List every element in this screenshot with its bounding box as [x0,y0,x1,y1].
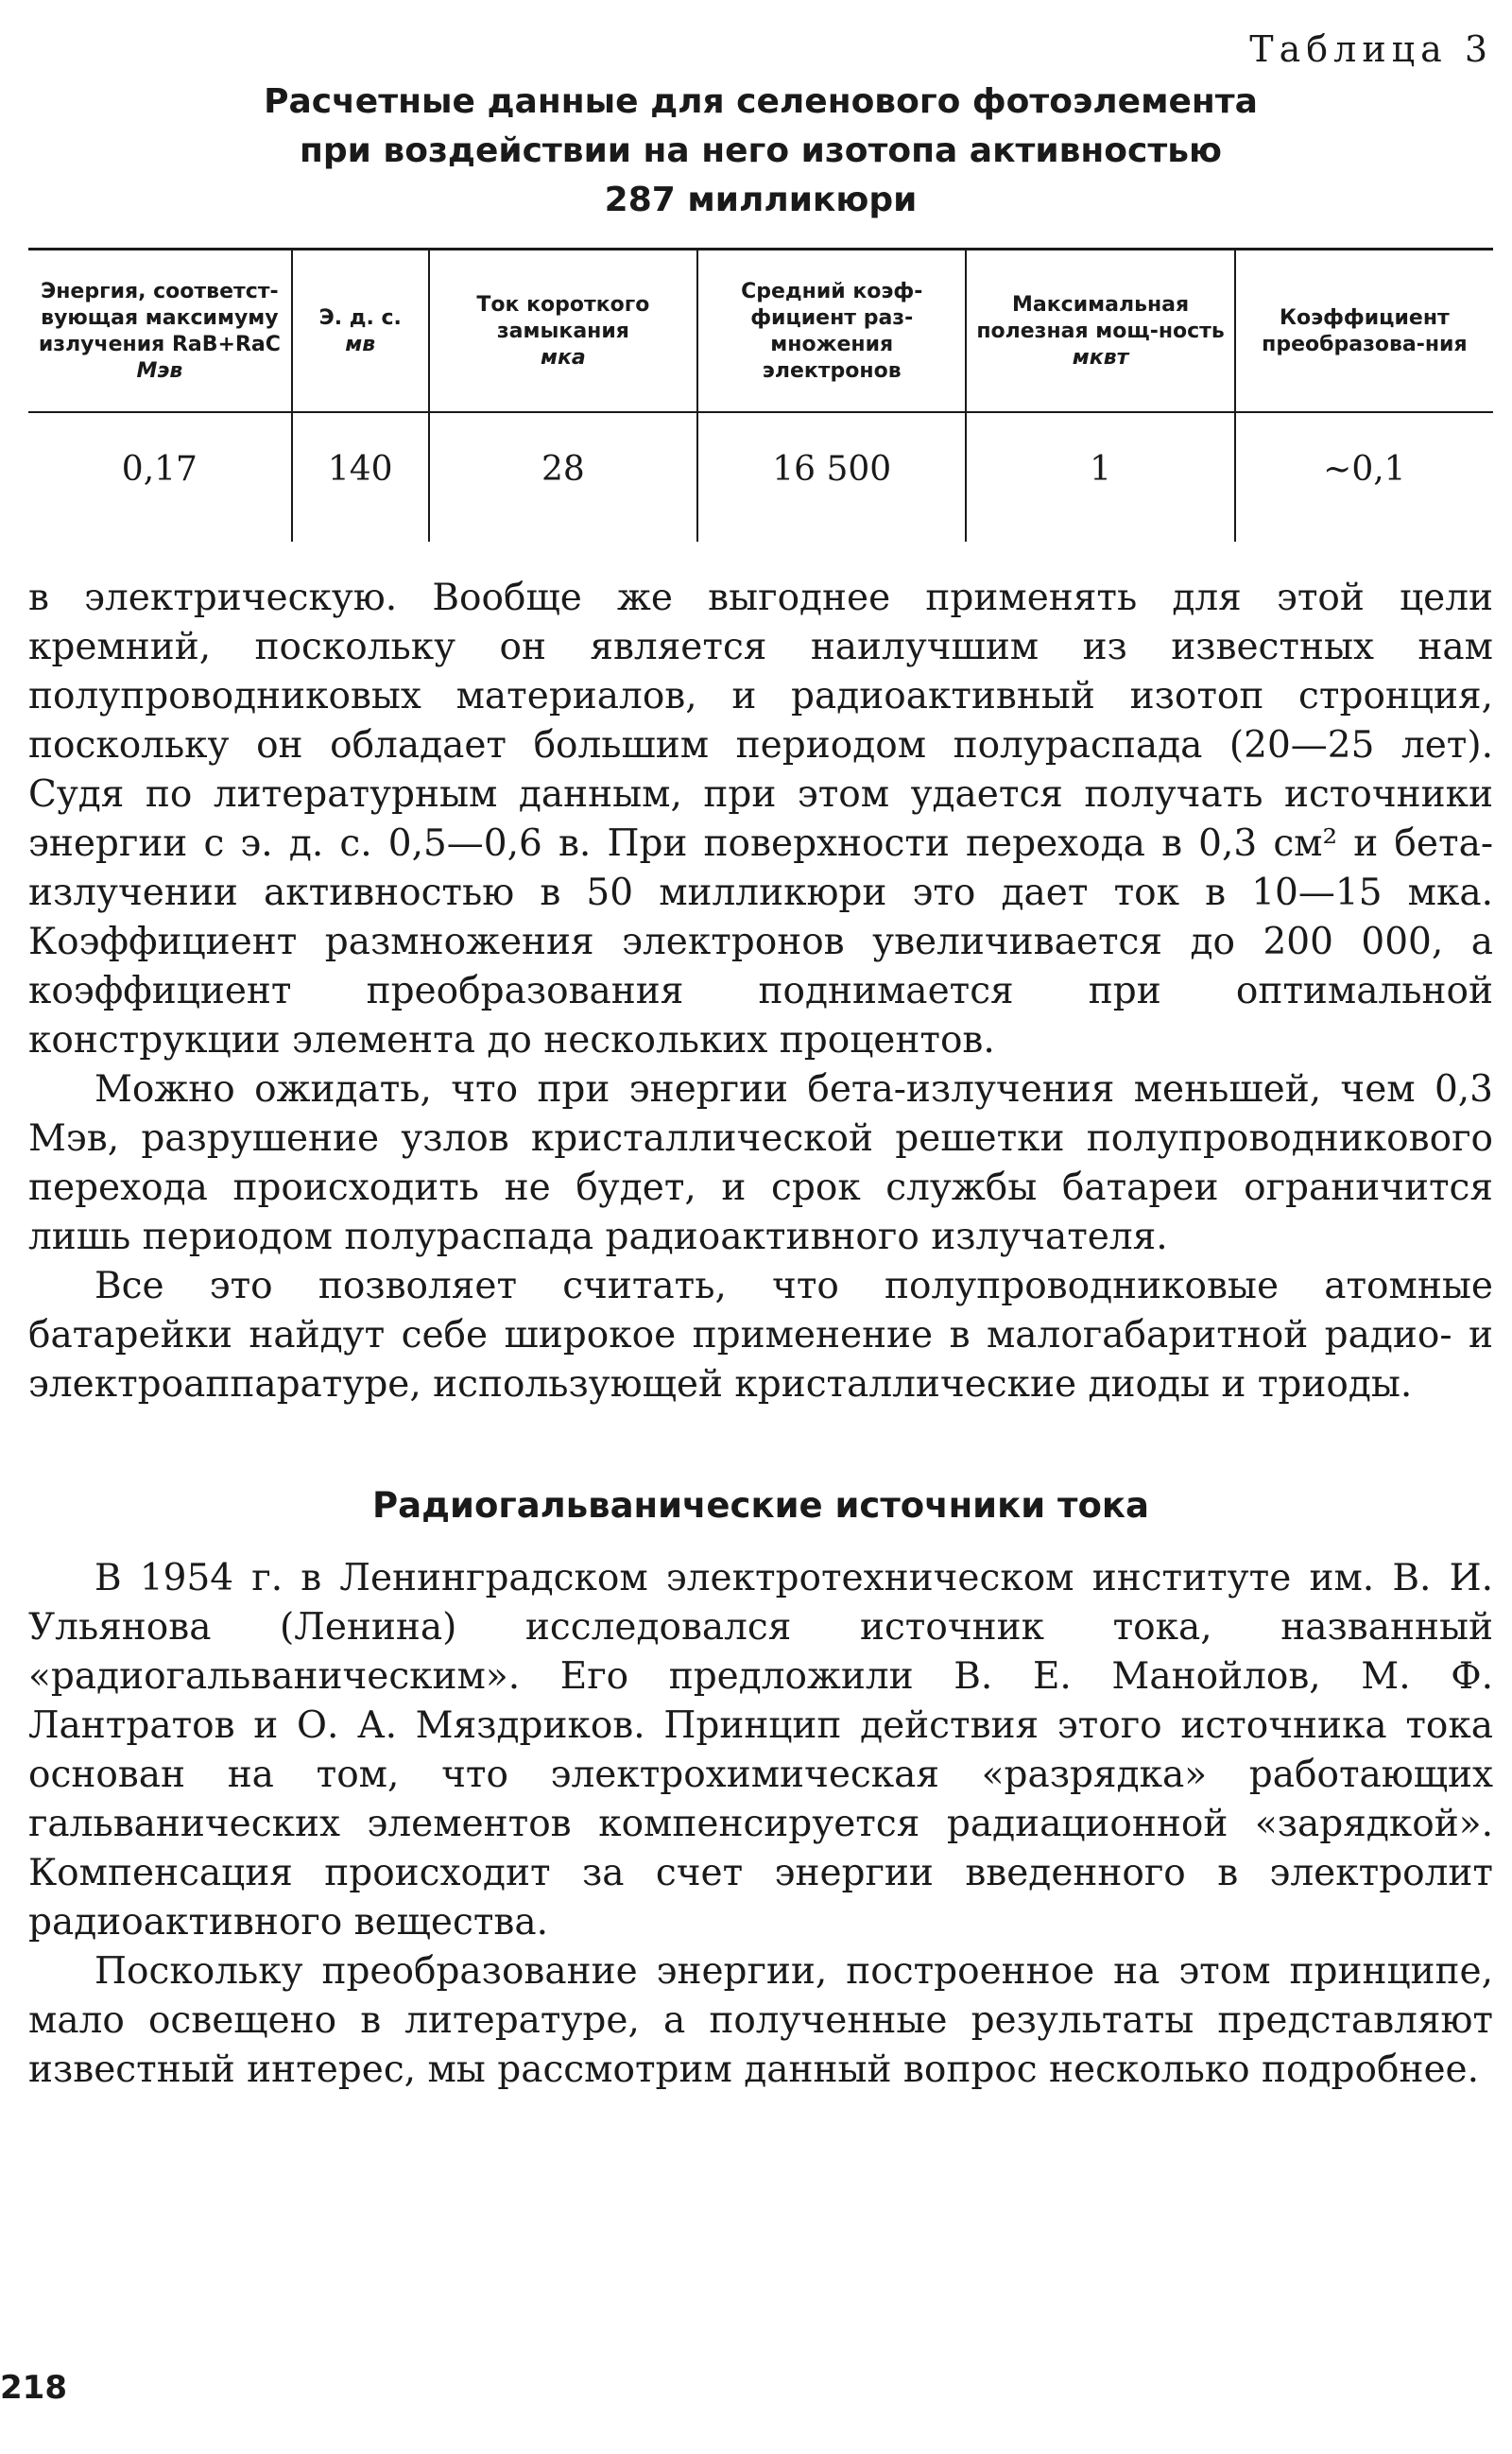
header-short-circuit-current [429,250,697,413]
body-text [28,574,1493,1409]
cell-power: 1 [966,412,1234,542]
caption-line-3: 287 милликюри [604,181,918,219]
header-emf-unit: мв [345,333,376,356]
header-power-unit: мквт [1072,346,1129,370]
table-row [28,412,1493,542]
cell-emf: 140 [292,412,429,542]
header-conversion-text: Коэффициент преобразова-ния [1262,306,1468,356]
page-number: 218 [0,2369,67,2407]
header-power-text: Максимальная полезная мощ-ность [976,293,1225,343]
paragraph-2: Можно ожидать, что при энергии бета-излучения меньшей, чем 0,3 Мэв, разрушение узлов кристаллической решетки полупроводникового перехода происходить не будет, и срок службы батареи ограничится лишь периодом полураспада радиоактивного излучателя. [28,1068,1493,1258]
header-energy-unit: Мэв [136,359,183,383]
header-current-text: Ток короткого замыкания [476,293,650,343]
caption-line-1: Расчетные данные для селенового фотоэлемента [264,82,1258,121]
header-conversion-coefficient [1235,250,1493,413]
cell-conversion: ~0,1 [1235,412,1493,542]
header-current-unit: мка [541,346,586,370]
cell-energy: 0,17 [121,449,198,489]
caption-line-2: при воздействии на него изотопа активностью [300,131,1222,170]
table-header-row [28,250,1493,413]
cell-multiplication: 16 500 [697,412,966,542]
data-table [28,248,1493,542]
paragraph-3: Все это позволяет считать, что полупроводниковые атомные батарейки найдут себе широкое применение в малогабаритной радио- и электроаппаратуре, использующей кристаллические диоды и триоды. [28,1265,1493,1406]
paragraph-1: в электрическую. Вообще же выгоднее применять для этой цели кремний, поскольку он является наилучшим из известных нам полупроводниковых материалов, и радиоактивный изотоп стронция, поскольку он обладает большим периодом полураспада (20—25 лет). Судя по литературным данным, при этом удается получать источники энергии с э. д. с. 0,5—0,6 в. При поверхности перехода в 0,3 см² и бета-излучении активностью в 50 милликюри это дает ток в 10—15 мка. Коэффициент размножения электронов увеличивается до 200 000, а коэффициент преобразования поднимается при оптимальной конструкции элемента до нескольких процентов. [28,577,1493,1062]
header-energy [28,250,292,413]
header-multiplication-text: Средний коэф-фициент раз-множения электронов [741,280,923,383]
header-energy-text: Энергия, соответст-вующая максимуму излучения RaB+RaC [38,280,281,356]
table-number-label: Таблица 3 [1249,28,1493,70]
section-paragraph-2: Поскольку преобразование энергии, построенное на этом принципе, мало освещено в литературе, а полученные результаты представляют известный интерес, мы рассмотрим данный вопрос несколько подробнее. [28,1950,1493,2091]
header-multiplication-coefficient [697,250,966,413]
header-max-power [966,250,1234,413]
section-paragraph-1: В 1954 г. в Ленинградском электротехническом институте им. В. И. Ульянова (Ленина) исследовался источник тока, названный «радиогальваническим». Его предложили В. Е. Манойлов, М. Ф. Лантратов и О. А. Мяздриков. Принцип действия этого источника тока основан на том, что электрохимическая «разрядка» работающих гальванических элементов компенсируется радиационной «зарядкой». Компенсация происходит за счет энергии введенного в электролит радиоактивного вещества. [28,1557,1493,1944]
header-emf-text: Э. д. с. [318,306,402,330]
section-heading: Радиогальванические источники тока [372,1485,1149,1526]
header-emf [292,250,429,413]
section-body-text [28,1554,1493,2095]
cell-current: 28 [429,412,697,542]
table-caption [28,78,1493,225]
book-page [28,28,1493,2095]
